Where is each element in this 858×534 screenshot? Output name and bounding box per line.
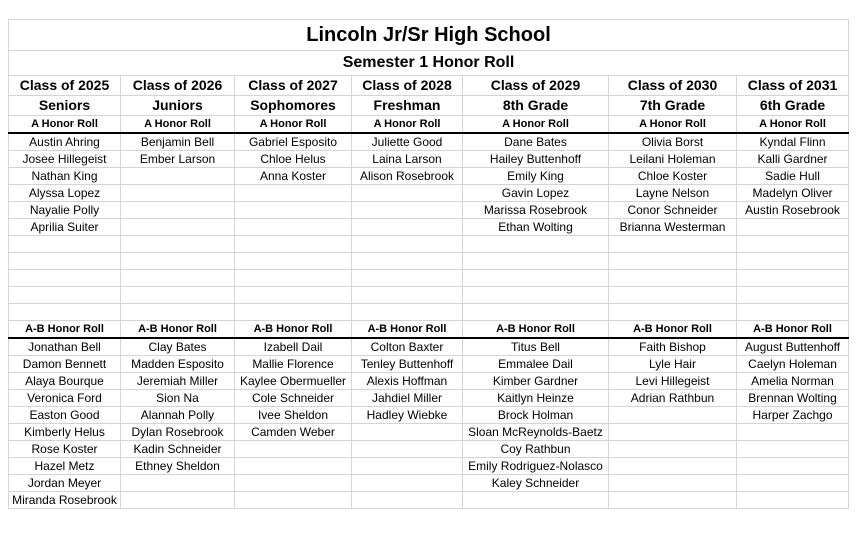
a-honor-roll-label: A Honor Roll	[9, 116, 121, 134]
student-name-cell: Austin Rosebrook	[737, 202, 849, 219]
student-name-cell	[352, 219, 463, 236]
student-name-cell	[352, 304, 463, 321]
student-name-cell	[352, 441, 463, 458]
a-honor-roll-row	[9, 151, 849, 168]
student-name-cell	[121, 185, 235, 202]
student-name-cell: Kyndal Flinn	[737, 133, 849, 151]
student-name-cell: Jeremiah Miller	[121, 373, 235, 390]
student-name-cell	[9, 253, 121, 270]
student-name-cell: Ivee Sheldon	[235, 407, 352, 424]
student-name-cell: Faith Bishop	[609, 338, 737, 356]
student-name-cell: Camden Weber	[235, 424, 352, 441]
student-name-cell	[352, 236, 463, 253]
student-name-cell	[463, 304, 609, 321]
a-honor-roll-row	[9, 219, 849, 236]
a-honor-roll-row	[9, 185, 849, 202]
student-name-cell: Jonathan Bell	[9, 338, 121, 356]
student-name-cell: Emily King	[463, 168, 609, 185]
student-name-cell	[121, 168, 235, 185]
student-name-cell: Damon Bennett	[9, 356, 121, 373]
student-name-cell	[463, 270, 609, 287]
ab-honor-roll-row	[9, 338, 849, 356]
a-honor-roll-label: A Honor Roll	[235, 116, 352, 134]
student-name-cell: Mallie Florence	[235, 356, 352, 373]
student-name-cell: Sloan McReynolds-Baetz	[463, 424, 609, 441]
student-name-cell: Austin Ahring	[9, 133, 121, 151]
student-name-cell	[609, 441, 737, 458]
student-name-cell	[352, 185, 463, 202]
student-name-cell	[352, 253, 463, 270]
ab-honor-roll-row	[9, 390, 849, 407]
student-name-cell	[609, 304, 737, 321]
student-name-cell	[235, 492, 352, 509]
student-name-cell: Alexis Hoffman	[352, 373, 463, 390]
a-honor-roll-label: A Honor Roll	[609, 116, 737, 134]
student-name-cell: Juliette Good	[352, 133, 463, 151]
student-name-cell: Izabell Dail	[235, 338, 352, 356]
student-name-cell	[737, 219, 849, 236]
grade-header: 8th Grade	[463, 96, 609, 116]
student-name-cell: Chloe Helus	[235, 151, 352, 168]
ab-honor-roll-label: A-B Honor Roll	[609, 321, 737, 339]
student-name-cell	[352, 424, 463, 441]
grade-header: 7th Grade	[609, 96, 737, 116]
student-name-cell: Dane Bates	[463, 133, 609, 151]
student-name-cell: Olivia Borst	[609, 133, 737, 151]
student-name-cell: Hazel Metz	[9, 458, 121, 475]
student-name-cell	[737, 458, 849, 475]
student-name-cell	[235, 253, 352, 270]
student-name-cell	[737, 424, 849, 441]
student-name-cell: Alison Rosebrook	[352, 168, 463, 185]
student-name-cell: Gavin Lopez	[463, 185, 609, 202]
student-name-cell	[737, 253, 849, 270]
student-name-cell: Cole Schneider	[235, 390, 352, 407]
ab-honor-roll-label: A-B Honor Roll	[235, 321, 352, 339]
student-name-cell	[352, 202, 463, 219]
student-name-cell: Josee Hillegeist	[9, 151, 121, 168]
a-honor-roll-row	[9, 304, 849, 321]
student-name-cell	[235, 185, 352, 202]
a-honor-roll-row	[9, 202, 849, 219]
student-name-cell: Conor Schneider	[609, 202, 737, 219]
class-year-header: Class of 2025	[9, 76, 121, 96]
student-name-cell: Adrian Rathbun	[609, 390, 737, 407]
a-honor-roll-row	[9, 168, 849, 185]
student-name-cell: Easton Good	[9, 407, 121, 424]
ab-honor-roll-row	[9, 458, 849, 475]
grade-header: Freshman	[352, 96, 463, 116]
student-name-cell	[609, 287, 737, 304]
student-name-cell: Alaya Bourque	[9, 373, 121, 390]
student-name-cell	[121, 492, 235, 509]
student-name-cell: Laina Larson	[352, 151, 463, 168]
a-honor-roll-row	[9, 287, 849, 304]
honor-roll-sheet	[8, 19, 849, 509]
student-name-cell: Veronica Ford	[9, 390, 121, 407]
student-name-cell: Ember Larson	[121, 151, 235, 168]
student-name-cell: Brennan Wolting	[737, 390, 849, 407]
ab-honor-roll-row	[9, 356, 849, 373]
student-name-cell: Hailey Buttenhoff	[463, 151, 609, 168]
student-name-cell: Brianna Westerman	[609, 219, 737, 236]
student-name-cell: Gabriel Esposito	[235, 133, 352, 151]
student-name-cell: Jahdiel Miller	[352, 390, 463, 407]
student-name-cell: Anna Koster	[235, 168, 352, 185]
student-name-cell	[235, 236, 352, 253]
page-subtitle: Semester 1 Honor Roll	[9, 51, 849, 76]
student-name-cell	[737, 492, 849, 509]
student-name-cell	[121, 270, 235, 287]
class-year-header: Class of 2031	[737, 76, 849, 96]
student-name-cell: Benjamin Bell	[121, 133, 235, 151]
a-honor-roll-row	[9, 133, 849, 151]
class-year-header: Class of 2030	[609, 76, 737, 96]
student-name-cell	[121, 304, 235, 321]
student-name-cell: Kalli Gardner	[737, 151, 849, 168]
ab-honor-roll-label-row	[9, 321, 849, 339]
ab-honor-roll-row	[9, 424, 849, 441]
student-name-cell	[9, 304, 121, 321]
student-name-cell	[235, 287, 352, 304]
student-name-cell: Nathan King	[9, 168, 121, 185]
student-name-cell	[463, 492, 609, 509]
student-name-cell: Coy Rathbun	[463, 441, 609, 458]
student-name-cell: Amelia Norman	[737, 373, 849, 390]
ab-honor-roll-label: A-B Honor Roll	[121, 321, 235, 339]
student-name-cell: Layne Nelson	[609, 185, 737, 202]
a-honor-roll-label: A Honor Roll	[121, 116, 235, 134]
student-name-cell	[609, 236, 737, 253]
student-name-cell: Tenley Buttenhoff	[352, 356, 463, 373]
ab-honor-roll-row	[9, 373, 849, 390]
a-honor-roll-row	[9, 253, 849, 270]
ab-honor-roll-label: A-B Honor Roll	[9, 321, 121, 339]
student-name-cell	[121, 202, 235, 219]
student-name-cell: Aprilia Suiter	[9, 219, 121, 236]
student-name-cell: Chloe Koster	[609, 168, 737, 185]
student-name-cell: Miranda Rosebrook	[9, 492, 121, 509]
student-name-cell: Emily Rodriguez-Nolasco	[463, 458, 609, 475]
student-name-cell: Alyssa Lopez	[9, 185, 121, 202]
honor-roll-table	[8, 19, 849, 509]
student-name-cell: Ethan Wolting	[463, 219, 609, 236]
student-name-cell	[352, 287, 463, 304]
grade-header: Sophomores	[235, 96, 352, 116]
ab-honor-roll-row	[9, 492, 849, 509]
grade-header: Juniors	[121, 96, 235, 116]
a-honor-roll-row	[9, 270, 849, 287]
student-name-cell	[235, 304, 352, 321]
student-name-cell	[609, 270, 737, 287]
student-name-cell: Madden Esposito	[121, 356, 235, 373]
a-honor-roll-label: A Honor Roll	[737, 116, 849, 134]
student-name-cell: Levi Hillegeist	[609, 373, 737, 390]
ab-honor-roll-label: A-B Honor Roll	[463, 321, 609, 339]
student-name-cell	[121, 236, 235, 253]
student-name-cell	[121, 219, 235, 236]
ab-honor-roll-label: A-B Honor Roll	[352, 321, 463, 339]
student-name-cell	[235, 475, 352, 492]
student-name-cell: Madelyn Oliver	[737, 185, 849, 202]
ab-honor-roll-row	[9, 407, 849, 424]
student-name-cell: Kaylee Obermueller	[235, 373, 352, 390]
class-year-header: Class of 2027	[235, 76, 352, 96]
student-name-cell	[352, 458, 463, 475]
student-name-cell: Clay Bates	[121, 338, 235, 356]
student-name-cell: Marissa Rosebrook	[463, 202, 609, 219]
student-name-cell: Ethney Sheldon	[121, 458, 235, 475]
student-name-cell: Kaley Schneider	[463, 475, 609, 492]
student-name-cell: Titus Bell	[463, 338, 609, 356]
grade-header: 6th Grade	[737, 96, 849, 116]
student-name-cell	[737, 475, 849, 492]
student-name-cell	[737, 441, 849, 458]
student-name-cell	[609, 424, 737, 441]
student-name-cell	[463, 236, 609, 253]
student-name-cell	[235, 270, 352, 287]
student-name-cell	[609, 492, 737, 509]
student-name-cell	[737, 304, 849, 321]
student-name-cell	[737, 287, 849, 304]
student-name-cell	[609, 407, 737, 424]
a-honor-roll-label: A Honor Roll	[352, 116, 463, 134]
student-name-cell	[463, 287, 609, 304]
student-name-cell: Brock Holman	[463, 407, 609, 424]
class-year-header: Class of 2028	[352, 76, 463, 96]
student-name-cell: Kimberly Helus	[9, 424, 121, 441]
student-name-cell	[737, 236, 849, 253]
a-honor-roll-row	[9, 236, 849, 253]
student-name-cell: Sadie Hull	[737, 168, 849, 185]
student-name-cell: Dylan Rosebrook	[121, 424, 235, 441]
student-name-cell	[609, 458, 737, 475]
ab-honor-roll-label: A-B Honor Roll	[737, 321, 849, 339]
student-name-cell	[235, 202, 352, 219]
student-name-cell: Leilani Holeman	[609, 151, 737, 168]
student-name-cell	[235, 458, 352, 475]
student-name-cell: Kaitlyn Heinze	[463, 390, 609, 407]
a-honor-roll-label: A Honor Roll	[463, 116, 609, 134]
student-name-cell	[235, 441, 352, 458]
student-name-cell	[9, 270, 121, 287]
student-name-cell: Kadin Schneider	[121, 441, 235, 458]
student-name-cell	[352, 270, 463, 287]
student-name-cell	[9, 236, 121, 253]
student-name-cell	[352, 492, 463, 509]
page-title: Lincoln Jr/Sr High School	[9, 20, 849, 51]
student-name-cell: Kimber Gardner	[463, 373, 609, 390]
student-name-cell: Caelyn Holeman	[737, 356, 849, 373]
student-name-cell	[121, 253, 235, 270]
student-name-cell: Jordan Meyer	[9, 475, 121, 492]
student-name-cell: Rose Koster	[9, 441, 121, 458]
class-year-header: Class of 2026	[121, 76, 235, 96]
student-name-cell	[235, 219, 352, 236]
student-name-cell: Nayalie Polly	[9, 202, 121, 219]
student-name-cell	[121, 475, 235, 492]
student-name-cell: Hadley Wiebke	[352, 407, 463, 424]
student-name-cell: Sion Na	[121, 390, 235, 407]
student-name-cell	[737, 270, 849, 287]
student-name-cell: August Buttenhoff	[737, 338, 849, 356]
ab-honor-roll-row	[9, 475, 849, 492]
student-name-cell: Lyle Hair	[609, 356, 737, 373]
student-name-cell	[463, 253, 609, 270]
student-name-cell: Alannah Polly	[121, 407, 235, 424]
student-name-cell: Emmalee Dail	[463, 356, 609, 373]
student-name-cell	[609, 253, 737, 270]
student-name-cell: Colton Baxter	[352, 338, 463, 356]
student-name-cell	[9, 287, 121, 304]
student-name-cell: Harper Zachgo	[737, 407, 849, 424]
student-name-cell	[352, 475, 463, 492]
class-year-header: Class of 2029	[463, 76, 609, 96]
student-name-cell	[121, 287, 235, 304]
ab-honor-roll-row	[9, 441, 849, 458]
student-name-cell	[609, 475, 737, 492]
grade-header: Seniors	[9, 96, 121, 116]
